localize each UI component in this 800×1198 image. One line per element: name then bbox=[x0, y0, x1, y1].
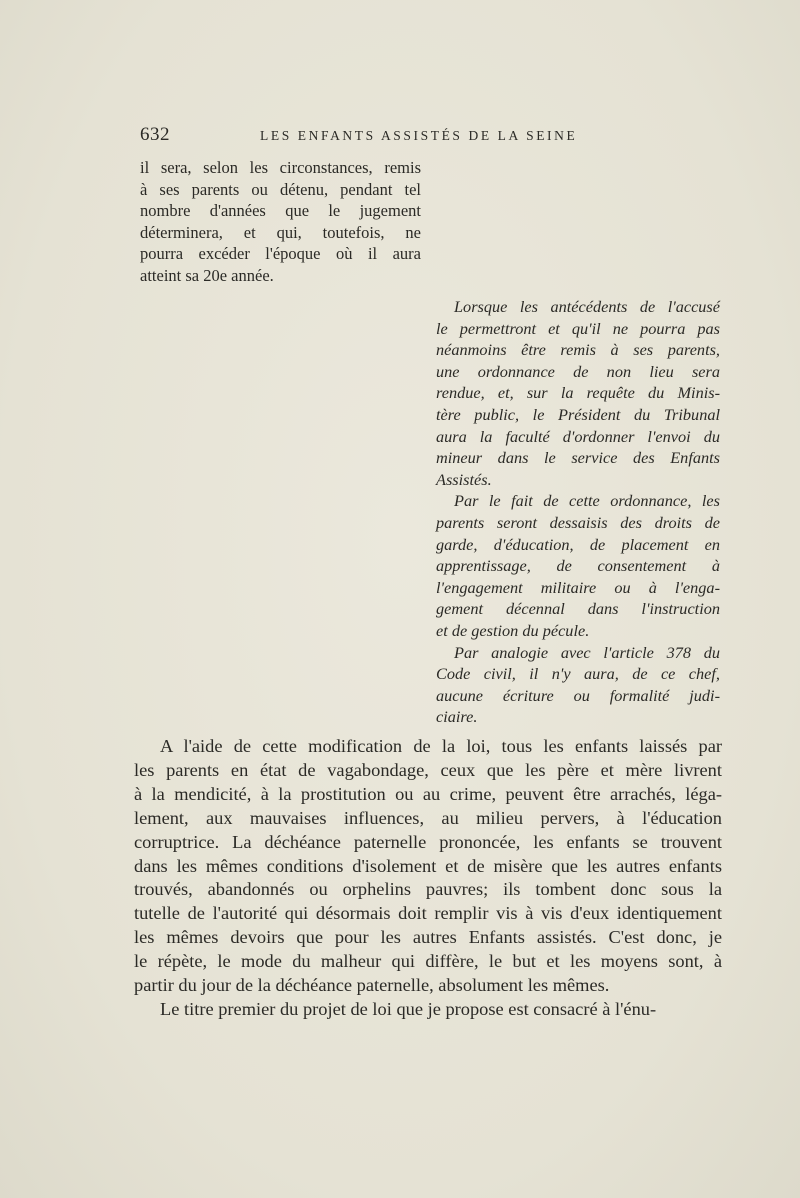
right-column-line: aucune écriture ou formalité judi- bbox=[436, 685, 720, 705]
body-line: Le titre premier du projet de loi que je propose est consacré à l'énu- bbox=[160, 998, 657, 1019]
body-line: dans les mêmes conditions d'isolement et de misère que les autres enfants bbox=[134, 855, 722, 876]
left-column-text bbox=[140, 157, 421, 287]
right-column-line: apprentissage, de consentement à bbox=[436, 556, 720, 576]
body-line: les mêmes devoirs que pour les autres Enfants assistés. C'est donc, je bbox=[134, 927, 722, 948]
right-column-line: Par analogie avec l'article 378 du bbox=[454, 642, 720, 662]
right-column-line: garde, d'éducation, de placement en bbox=[436, 534, 720, 554]
right-column-line: ciaire. bbox=[436, 707, 478, 727]
right-column-line: tère public, le Président du Tribunal bbox=[436, 404, 720, 424]
running-title: LES ENFANTS ASSISTÉS DE LA SEINE bbox=[260, 128, 578, 143]
right-column-line: Par le fait de cette ordonnance, les bbox=[454, 491, 720, 511]
right-column-line: une ordonnance de non lieu sera bbox=[436, 361, 720, 381]
body-line: corruptrice. La déchéance paternelle prononcée, les enfants se trouvent bbox=[134, 831, 722, 852]
left-column-line: déterminera, et qui, toutefois, ne bbox=[140, 222, 421, 242]
right-column-line: néanmoins être remis à ses parents, bbox=[436, 340, 720, 360]
body-line: le répète, le mode du malheur qui diffère, le but et les moyens sont, à bbox=[134, 951, 722, 972]
left-column-line: atteint sa 20e année. bbox=[140, 265, 274, 285]
body-line: trouvés, abandonnés ou orphelins pauvres; ils tombent donc sous la bbox=[134, 879, 722, 900]
right-column-line: mineur dans le service des Enfants bbox=[436, 448, 720, 468]
right-column-line: Lorsque les antécédents de l'accusé bbox=[454, 297, 720, 316]
body-line: A l'aide de cette modification de la loi, tous les enfants laissés par bbox=[160, 736, 722, 756]
right-column-line: l'engagement militaire ou à l'enga- bbox=[436, 577, 720, 597]
left-column-line: nombre d'années que le jugement bbox=[140, 201, 421, 221]
right-column-line: aura la faculté d'ordonner l'envoi du bbox=[436, 426, 720, 446]
right-column-line: et de gestion du pécule. bbox=[436, 620, 590, 640]
page-number: 632 bbox=[140, 124, 170, 145]
body-line: les parents en état de vagabondage, ceux que les père et mère livrent bbox=[134, 759, 722, 780]
main-paragraph bbox=[134, 735, 722, 1022]
left-column-line: à ses parents ou détenu, pendant tel bbox=[140, 179, 421, 199]
body-line: lement, aux mauvaises influences, au milieu pervers, à l'éducation bbox=[134, 807, 722, 828]
right-column-line: le permettront et qu'il ne pourra pas bbox=[436, 318, 720, 338]
body-line: tutelle de l'autorité qui désormais doit remplir vis à vis d'eux identiquement bbox=[134, 903, 722, 924]
right-column-italic-text bbox=[436, 296, 720, 728]
right-column-line: rendue, et, sur la requête du Minis- bbox=[436, 383, 720, 403]
left-column-line: il sera, selon les circonstances, remis bbox=[140, 158, 421, 177]
left-column-line: pourra excéder l'époque où il aura bbox=[140, 244, 421, 264]
right-column-line: Code civil, il n'y aura, de ce chef, bbox=[436, 664, 720, 684]
right-column-line: Assistés. bbox=[436, 469, 492, 489]
right-column-line: parents seront dessaisis des droits de bbox=[436, 512, 720, 532]
body-line: partir du jour de la déchéance paternelle, absolument les mêmes. bbox=[134, 975, 610, 996]
right-column-line: gement décennal dans l'instruction bbox=[436, 599, 720, 619]
body-line: à la mendicité, à la prostitution ou au crime, peuvent être arrachés, léga- bbox=[134, 783, 722, 804]
page-header bbox=[140, 124, 730, 148]
